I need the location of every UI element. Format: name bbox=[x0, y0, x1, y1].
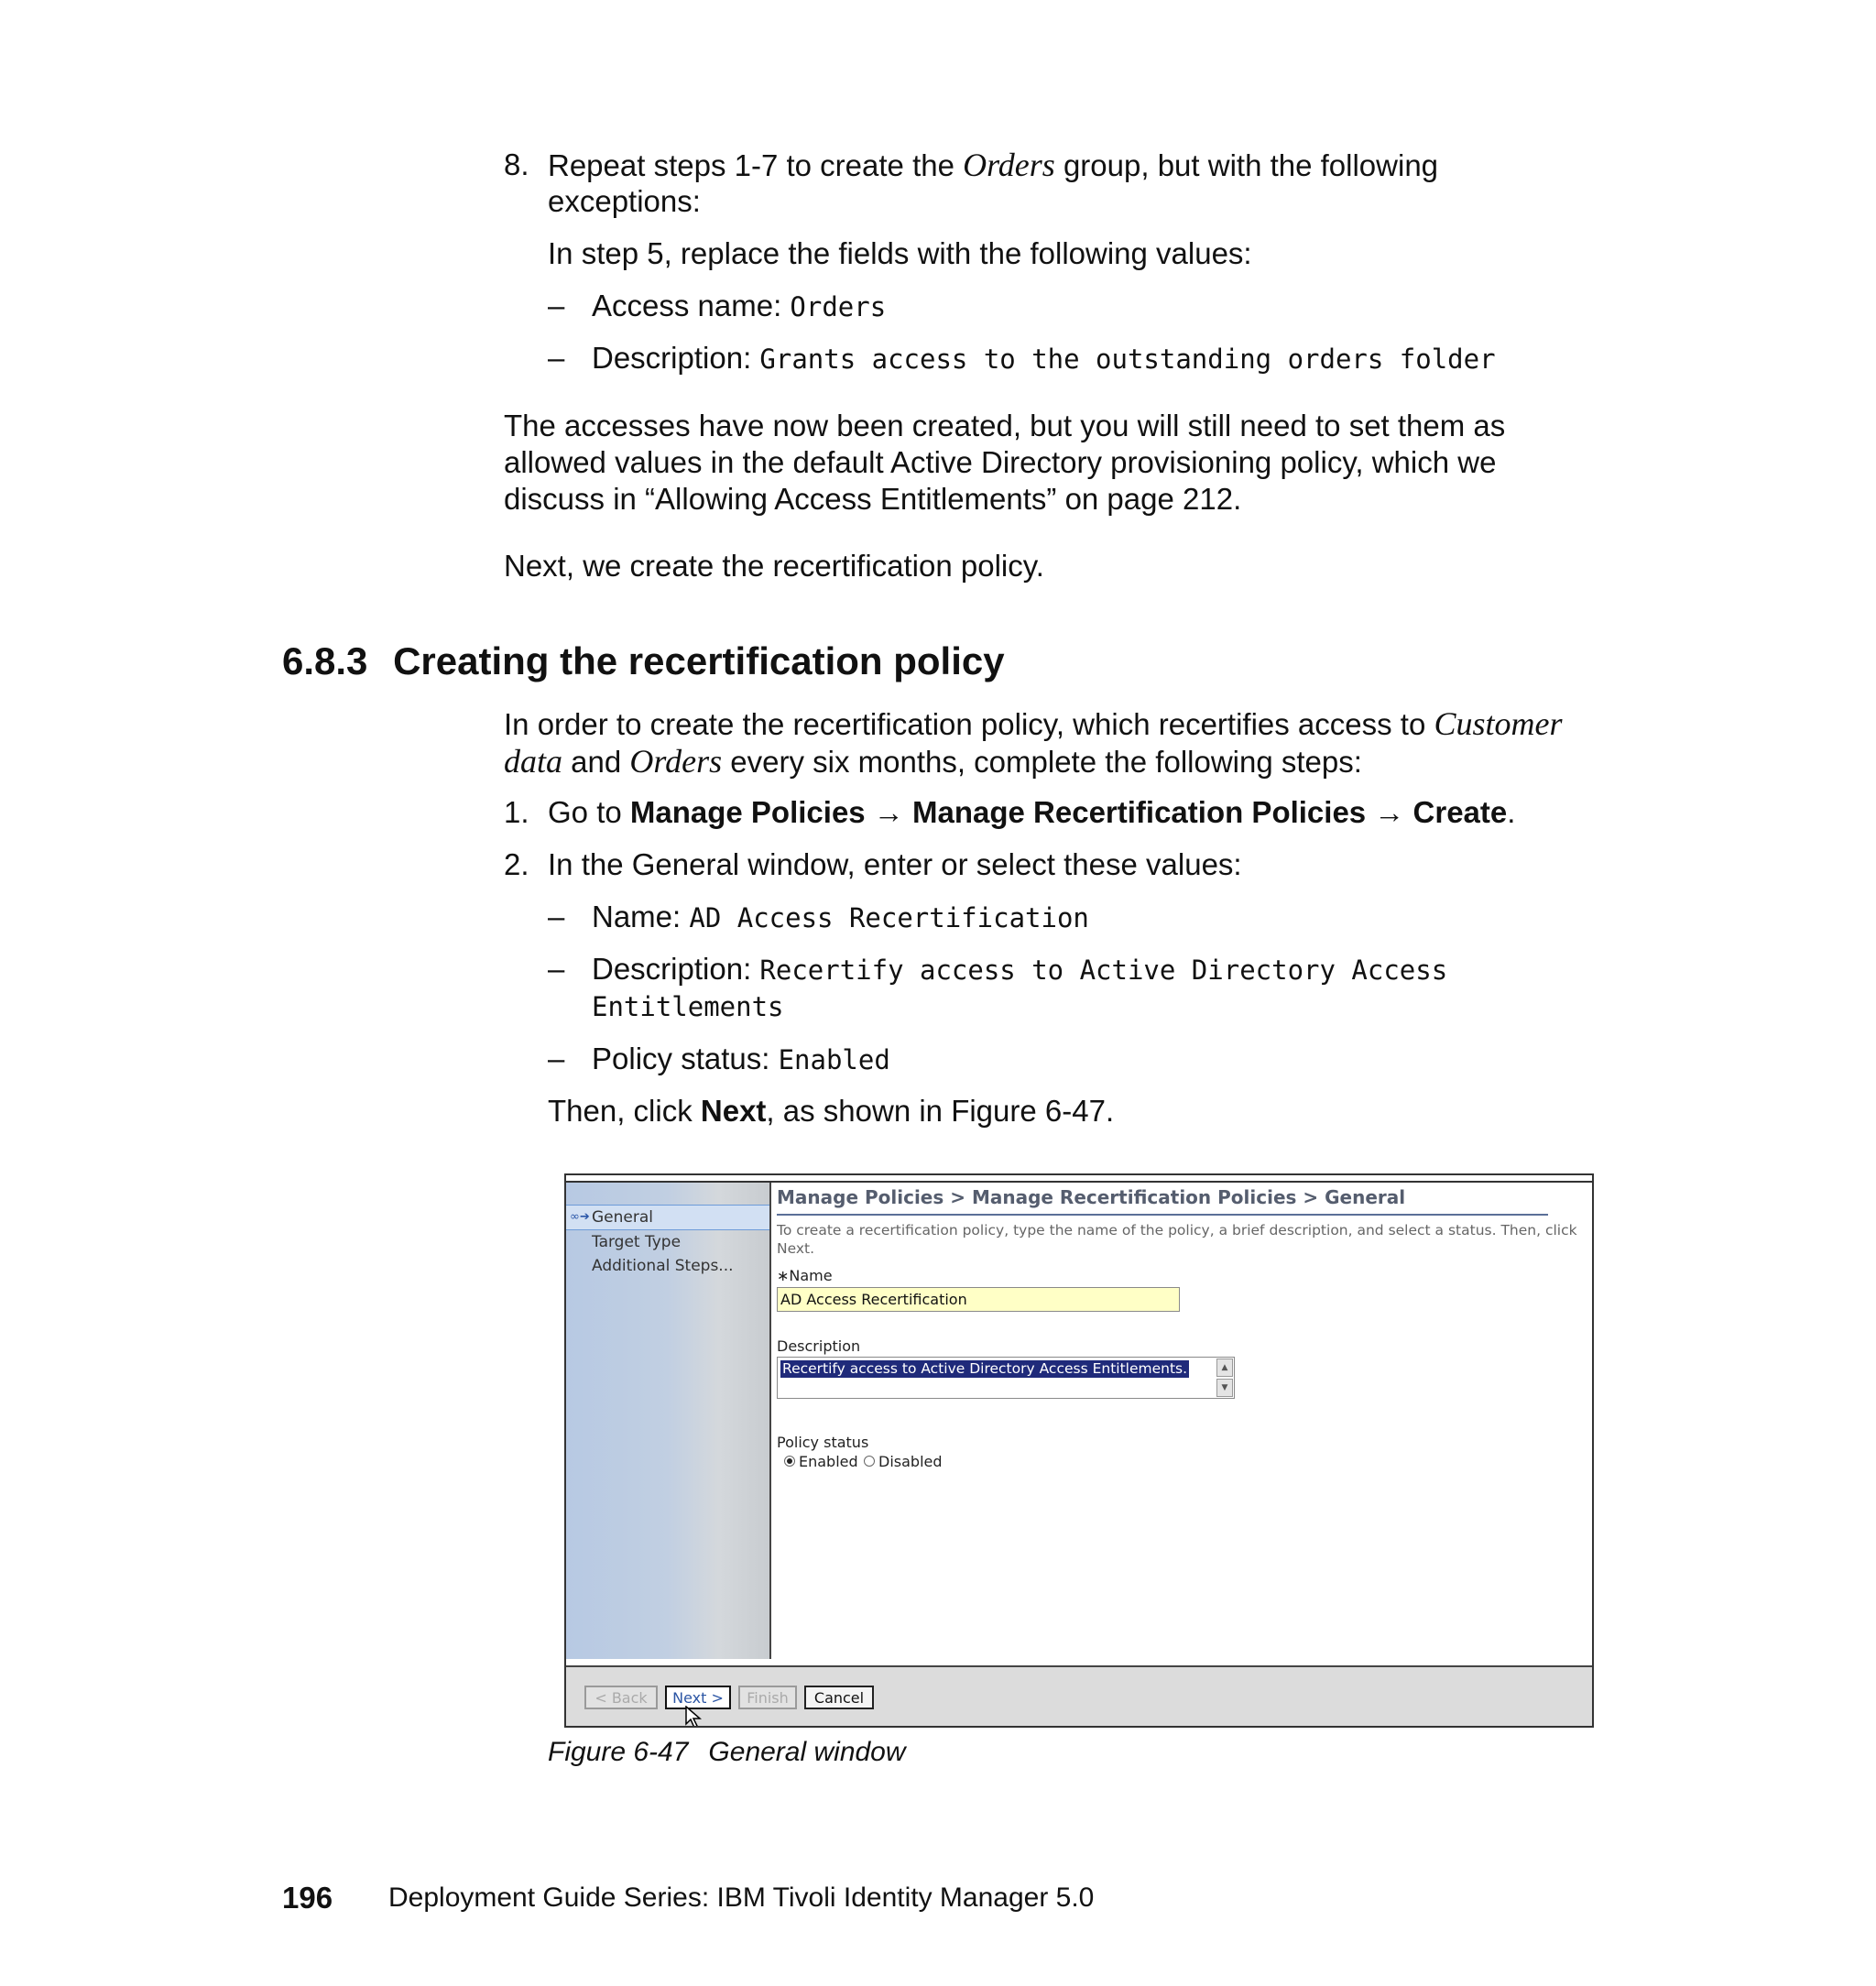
cancel-button[interactable]: Cancel bbox=[804, 1686, 874, 1709]
description-textarea[interactable] bbox=[777, 1357, 1235, 1399]
menu-path-manage-policies: Manage Policies bbox=[629, 795, 866, 829]
finish-button[interactable]: Finish bbox=[738, 1686, 797, 1709]
mouse-pointer-icon bbox=[685, 1706, 702, 1728]
radio-enabled[interactable] bbox=[784, 1456, 795, 1467]
name-input[interactable]: AD Access Recertification bbox=[777, 1287, 1180, 1312]
nav-item-additional-steps[interactable]: Additional Steps... bbox=[592, 1257, 734, 1275]
step-8-item-description: – Description: Grants access to the outstanding orders folder bbox=[548, 341, 1496, 375]
section-intro: In order to create the recertification policy, which recertifies access to Customer data and Orders every six months, complete the following steps: bbox=[504, 705, 1563, 780]
paragraph-next: Next, we create the recertification policy. bbox=[504, 549, 1044, 583]
current-step-arrow-icon: ∞➔ bbox=[570, 1210, 590, 1224]
description-selected-text: Recertify access to Active Directory Access Entitlements. bbox=[782, 1360, 1188, 1377]
instructions: To create a recertification policy, type the name of the policy, a brief description, and select a status. Then, click Next. bbox=[777, 1222, 1577, 1257]
radio-disabled-label: Disabled bbox=[878, 1453, 943, 1470]
step-8-item-access-name: – Access name: Orders bbox=[548, 289, 887, 322]
wizard-nav bbox=[566, 1183, 771, 1659]
policy-status-label: Policy status bbox=[777, 1434, 869, 1451]
nav-item-general[interactable]: ∞➔ General bbox=[566, 1205, 769, 1230]
general-window-screenshot bbox=[564, 1173, 1594, 1728]
step-8-sub-intro: In step 5, replace the fields with the following values: bbox=[548, 236, 1252, 270]
radio-disabled[interactable] bbox=[864, 1456, 875, 1467]
step-8-line2: exceptions: bbox=[548, 184, 701, 218]
name-label: ∗Name bbox=[777, 1267, 833, 1284]
page-number: 196 bbox=[282, 1881, 333, 1915]
breadcrumb: Manage Policies > Manage Recertification Policies > General bbox=[777, 1186, 1406, 1208]
section-heading: 6.8.3 Creating the recertification policy bbox=[282, 639, 1005, 682]
description-label: Description bbox=[777, 1337, 861, 1355]
step-number: 8. bbox=[504, 147, 529, 181]
step-2-item-status: – Policy status: Enabled bbox=[548, 1042, 890, 1075]
step-2-then: Then, click Next, as shown in Figure 6-47. bbox=[548, 1094, 1115, 1128]
nav-item-target-type[interactable]: Target Type bbox=[592, 1233, 682, 1251]
step-2-item-name: – Name: AD Access Recertification bbox=[548, 900, 1089, 933]
back-button[interactable]: < Back bbox=[584, 1686, 658, 1709]
next-button[interactable]: Next > bbox=[665, 1686, 731, 1709]
menu-path-create: Create bbox=[1412, 795, 1508, 829]
menu-path-manage-recert: Manage Recertification Policies bbox=[912, 795, 1367, 829]
footer-title: Deployment Guide Series: IBM Tivoli Identity Manager 5.0 bbox=[388, 1882, 1095, 1913]
scroll-down-icon[interactable]: ▼ bbox=[1216, 1379, 1233, 1397]
breadcrumb-divider bbox=[777, 1214, 1548, 1216]
paragraph-accesses: The accesses have now been created, but you will still need to set them as allowed values in the default Active Directory provisioning policy, which we discuss in “Allowing Access Entitlements” on page 212. bbox=[504, 409, 1506, 516]
radio-enabled-label: Enabled bbox=[799, 1453, 858, 1470]
step-2-item-description: – Description: Recertify access to Active Directory Access bbox=[548, 952, 1448, 986]
button-bar bbox=[566, 1665, 1592, 1728]
figure-caption: Figure 6-47 General window bbox=[548, 1737, 906, 1767]
scroll-up-icon[interactable]: ▲ bbox=[1216, 1359, 1233, 1377]
step-2-description-cont: Entitlements bbox=[592, 991, 784, 1022]
